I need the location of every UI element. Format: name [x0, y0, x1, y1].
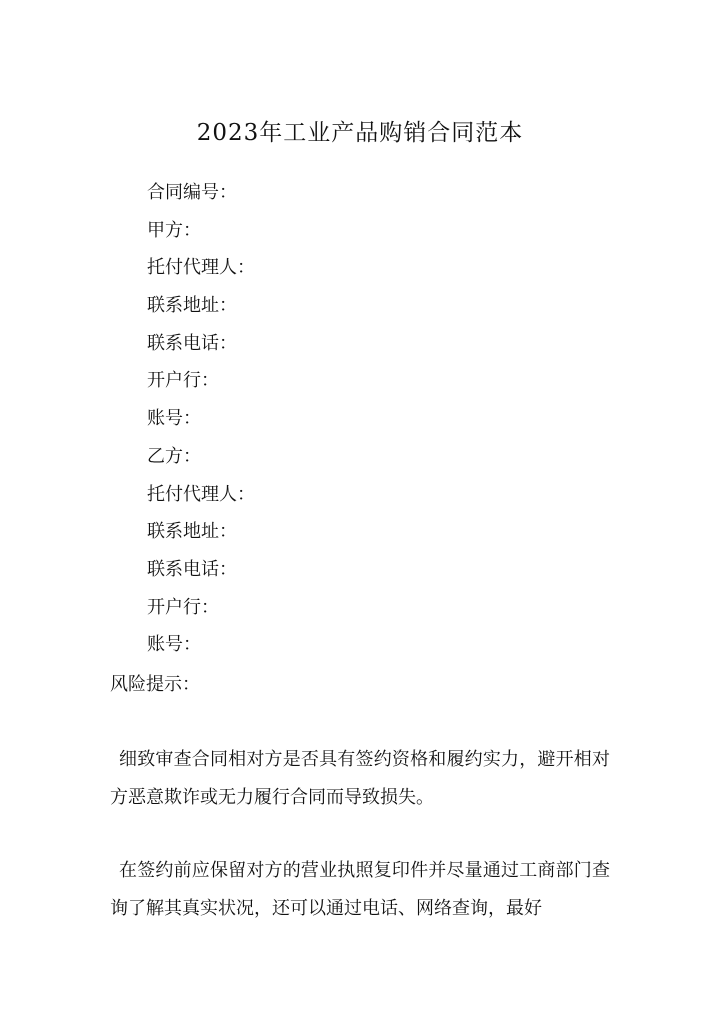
field-party-a-account: 账号： [147, 408, 201, 430]
field-party-b-phone: 联系电话： [147, 558, 237, 580]
field-party-a-phone: 联系电话： [147, 332, 237, 354]
field-party-b-bank: 开户行： [147, 596, 219, 618]
paragraph-1: 细致审查合同相对方是否具有签约资格和履约实力，避开相对方恶意欺诈或无力履行合同而导致损失。 [110, 749, 610, 808]
field-contract-number: 合同编号： [147, 182, 237, 203]
field-party-b-account: 账号： [147, 634, 201, 656]
field-party-a-bank: 开户行： [147, 370, 219, 392]
field-party-b: 乙方： [147, 445, 201, 467]
field-party-a-address: 联系地址： [147, 295, 237, 317]
document-title: 2023年工业产品购销合同范本 [196, 120, 524, 146]
risk-heading: 风险提示： [110, 674, 200, 695]
field-party-a: 甲方： [147, 219, 201, 241]
field-party-b-agent: 托付代理人： [147, 483, 255, 505]
paragraph-2: 在签约前应保留对方的营业执照复印件并尽量通过工商部门查询了解其真实状况，还可以通过电话、网络查询，最好 [110, 860, 610, 919]
field-party-a-agent: 托付代理人： [147, 257, 255, 279]
contract-fields [147, 179, 255, 669]
field-party-b-address: 联系地址： [147, 521, 237, 543]
